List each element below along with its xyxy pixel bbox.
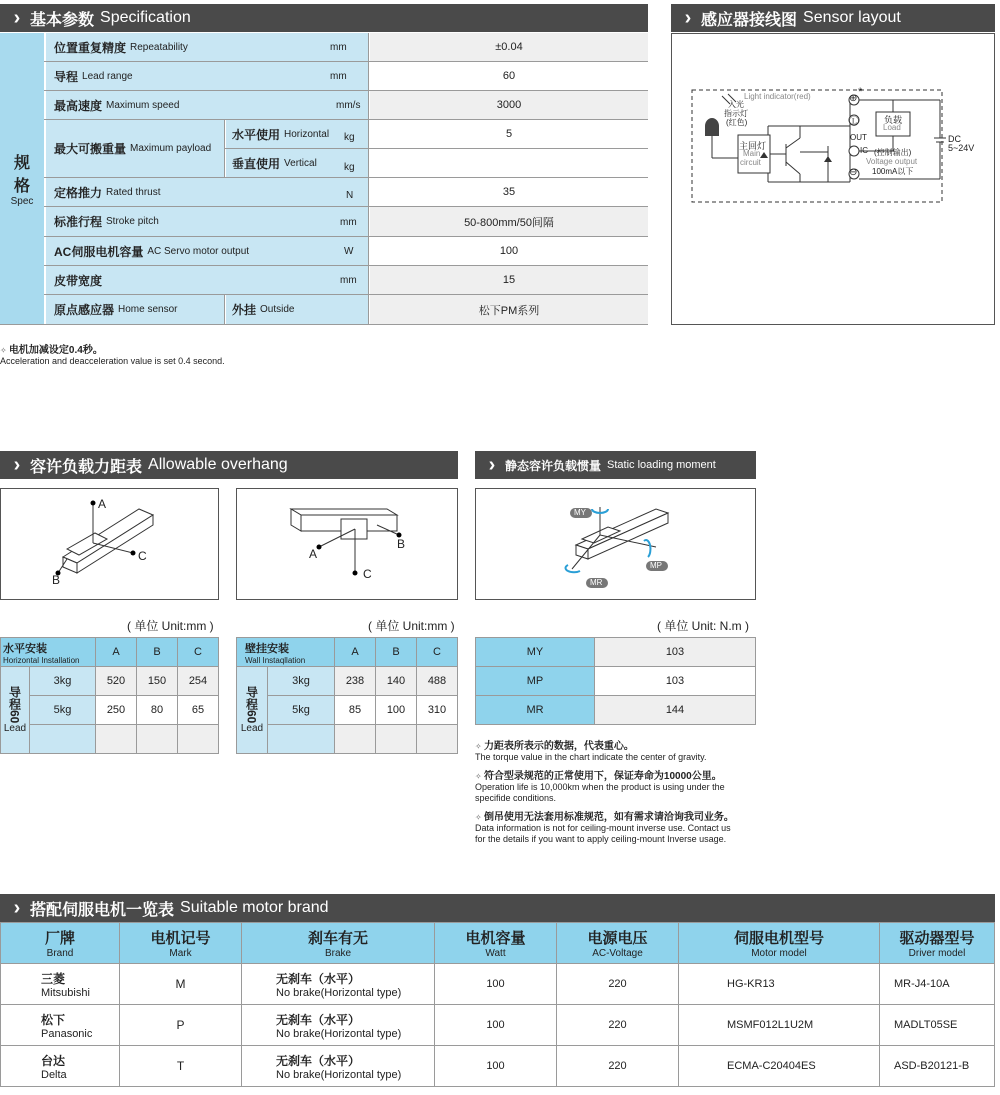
sensor-panel <box>671 33 995 325</box>
header-en: Brake <box>324 948 352 959</box>
header-brake <box>242 923 435 964</box>
brand-zh: 台达 <box>41 1053 66 1068</box>
spec-row-label <box>46 207 368 236</box>
label-zh: AC伺服电机容量 <box>54 244 144 259</box>
value-cell: 150 <box>137 667 178 696</box>
sub-en: Outside <box>260 304 295 315</box>
note-zh: 符合型录规范的正常使用下，保证寿命为10000公里。 <box>483 771 722 782</box>
label-c: C <box>138 549 147 563</box>
watt-cell: 100 <box>435 1046 557 1087</box>
horizontal-diagram <box>0 488 219 600</box>
load-cell: 3kg <box>30 667 96 696</box>
col-c: C <box>178 638 219 667</box>
sub-zh: 外挂 <box>232 303 257 317</box>
value-cell: 65 <box>178 696 219 725</box>
head-en: Wall Instaqllation <box>245 655 306 665</box>
load-zh: 负载 <box>884 115 903 125</box>
motor-table <box>0 922 995 1087</box>
spec-side-zh2: 格 <box>13 178 30 195</box>
spec-row-value: 15 <box>370 266 648 294</box>
overhang-title-en: Allowable overhang <box>148 456 288 473</box>
label-a: A <box>309 547 318 561</box>
moment-notes <box>475 741 765 845</box>
star-mark: * <box>858 86 863 98</box>
load-cell: 5kg <box>268 696 335 725</box>
motor-title-en: Suitable motor brand <box>180 899 329 916</box>
load-cell <box>268 725 335 754</box>
motor-row <box>1 1046 995 1087</box>
indicator-zh2: 指示灯 <box>724 109 748 118</box>
main-circuit-en2: circuit <box>740 158 761 167</box>
head-zh: 壁挂安装 <box>245 642 289 655</box>
spec-row-unit <box>330 33 366 61</box>
moment-table <box>475 637 756 725</box>
value-cell: 250 <box>96 696 137 725</box>
out-label: OUT <box>850 133 867 142</box>
spec-row-unit <box>340 266 364 294</box>
label-zh: 定格推力 <box>54 185 103 200</box>
label-en: Stroke pitch <box>106 216 159 227</box>
lead-cell <box>237 667 268 754</box>
spec-row-unit <box>340 208 364 237</box>
header-voltage <box>557 923 679 964</box>
table-head <box>1 638 96 667</box>
header-brand <box>1 923 120 964</box>
load-cell: 5kg <box>30 696 96 725</box>
brake-zh: 无刹车（水平） <box>276 1012 361 1027</box>
brake-cell <box>242 1046 435 1087</box>
indicator-zh3: (红色) <box>726 118 748 127</box>
moment-value: 103 <box>595 638 756 667</box>
label-a: A <box>98 497 107 511</box>
spec-sub-label <box>226 295 368 324</box>
spec-row-label <box>46 266 368 294</box>
chevron-right-icon: › <box>13 453 21 476</box>
brand-en: Mitsubishi <box>41 986 90 999</box>
spec-row-value: 5 <box>370 120 648 148</box>
label-en: Repeatability <box>130 41 188 53</box>
chevron-right-icon: › <box>684 6 692 29</box>
load-cell: 3kg <box>268 667 335 696</box>
value-cell: 254 <box>178 667 219 696</box>
chevron-right-icon: › <box>13 6 21 29</box>
dc-range: 5~24V <box>948 143 975 153</box>
header-watt <box>435 923 557 964</box>
driver-model-cell: MR-J4-10A <box>880 964 995 1005</box>
note-en: specifide conditions. <box>475 793 557 803</box>
brake-zh: 无刹车（水平） <box>276 971 361 986</box>
label-en: AC Servo motor output <box>147 245 250 257</box>
unit: mm <box>330 41 347 53</box>
label-zh: 皮带宽度 <box>54 273 103 288</box>
sensor-header <box>671 4 995 32</box>
unit: mm/s <box>336 99 361 111</box>
label-en: Home sensor <box>118 304 178 315</box>
label-zh: 最大可搬重量 <box>54 142 127 156</box>
load-cell <box>30 725 96 754</box>
spec-row-unit <box>346 181 366 209</box>
spec-row-value: 50-800mm/50间隔 <box>370 207 648 236</box>
label-en: Maximum speed <box>106 99 180 111</box>
spec-row-value: 60 <box>370 62 648 90</box>
overhang-title-zh: 容许负载力距表 <box>30 458 143 476</box>
motor-row <box>1 964 995 1005</box>
value-cell: 310 <box>417 696 458 725</box>
brake-cell <box>242 1005 435 1046</box>
lead-cell <box>1 667 30 754</box>
header-zh: 驱动器型号 <box>899 930 975 947</box>
moment-value: 103 <box>595 667 756 696</box>
chevron-right-icon: › <box>13 896 21 919</box>
header-motor-model <box>679 923 880 964</box>
mark-cell: T <box>120 1046 242 1087</box>
spec-row-label <box>46 120 224 177</box>
mp-badge: MP <box>650 561 662 570</box>
value-cell: 520 <box>96 667 137 696</box>
sub-en: Vertical <box>284 157 317 169</box>
sub-zh: 水平使用 <box>232 127 281 142</box>
value-cell: 85 <box>335 696 376 725</box>
plus-terminal: ⊕ <box>849 93 858 104</box>
brand-cell <box>1 1046 120 1087</box>
brake-en: No brake(Horizontal type) <box>276 1027 402 1040</box>
moment-header <box>475 451 756 479</box>
brand-en: Panasonic <box>41 1027 93 1040</box>
header-zh: 伺服电机型号 <box>733 930 824 947</box>
spec-row-unit <box>336 91 372 119</box>
spec-row-label <box>46 237 368 265</box>
overhang-header <box>0 451 458 479</box>
watt-cell: 100 <box>435 1005 557 1046</box>
spec-side-zh1: 规 <box>13 155 30 172</box>
spec-row-value: 35 <box>370 178 648 206</box>
sensor-wiring-diagram <box>672 34 994 324</box>
wall-diagram <box>236 488 458 600</box>
col-a: A <box>335 638 376 667</box>
brand-zh: 松下 <box>41 1012 66 1027</box>
label-zh: 原点感应器 <box>54 303 115 317</box>
moment-value: 144 <box>595 696 756 725</box>
mark-cell: P <box>120 1005 242 1046</box>
brand-cell <box>1 964 120 1005</box>
note-en: for the details if you want to apply ceiling-mount Inverse usage. <box>475 834 727 844</box>
moment-unit: ( 单位 Unit: N.m ) <box>657 619 749 633</box>
spec-row-unit <box>330 62 366 90</box>
value-cell <box>178 725 219 754</box>
note-en: Acceleration and deacceleration value is set 0.4 second. <box>0 356 225 366</box>
note-en: The torque value in the chart indicate the center of gravity. <box>475 752 707 762</box>
moment-name: MR <box>476 696 595 725</box>
spec-row-unit <box>344 123 364 151</box>
motor-row <box>1 1005 995 1046</box>
spec-row-label <box>46 295 224 324</box>
unit: mm <box>330 70 347 82</box>
note-zh: 倒吊使用无法套用标准规范，如有需求请洽询我司业务。 <box>483 812 734 823</box>
chevron-right-icon: › <box>488 453 496 476</box>
sensor-title-en: Sensor layout <box>803 9 901 26</box>
lead-en: Lead <box>240 723 264 735</box>
brake-cell <box>242 964 435 1005</box>
watt-cell: 100 <box>435 964 557 1005</box>
brand-zh: 三菱 <box>41 971 66 986</box>
header-en: Driver model <box>908 948 966 959</box>
motor-model-cell: MSMF012L1U2M <box>679 1005 880 1046</box>
my-badge: MY <box>574 508 586 517</box>
driver-model-cell: ASD-B20121-B <box>880 1046 995 1087</box>
moment-note: ✧ 倒吊使用无法套用标准规范，如有需求请洽询我司业务。 Data information is not for ceiling-mount inverse use. Contact us for the details if you want to apply ceiling-mount Inverse usage. <box>475 812 765 845</box>
label-zh: 最高速度 <box>54 98 103 113</box>
spec-side-en: Spec <box>10 196 34 207</box>
value-cell <box>376 725 417 754</box>
value-cell <box>137 725 178 754</box>
spec-row-value: 松下PM系列 <box>370 295 648 324</box>
head-en: Horizontal Installation <box>3 655 80 665</box>
unit: W <box>344 245 354 257</box>
moment-title-zh: 静态容许负载惯量 <box>505 458 602 473</box>
current-label: 100mA以下 <box>872 167 914 176</box>
unit: mm <box>340 274 357 286</box>
value-cell: 140 <box>376 667 417 696</box>
col-b: B <box>137 638 178 667</box>
header-en: Motor model <box>751 948 807 959</box>
spec-row-label <box>46 33 368 61</box>
spec-row-value: ±0.04 <box>370 33 648 61</box>
brake-en: No brake(Horizontal type) <box>276 1068 402 1081</box>
motor-model-cell: ECMA-C20404ES <box>679 1046 880 1087</box>
motor-title-zh: 搭配伺服电机一览表 <box>30 901 175 919</box>
unit: kg <box>344 161 355 173</box>
col-c: C <box>417 638 458 667</box>
ic-label: IC <box>860 146 868 155</box>
load-en: Load <box>883 123 901 132</box>
lead-en: Lead <box>3 723 27 735</box>
label-en: Rated thrust <box>106 186 161 198</box>
ctrl-output-zh: (控制输出) <box>874 148 912 157</box>
driver-model-cell: MADLT05SE <box>880 1005 995 1046</box>
motor-model-cell: HG-KR13 <box>679 964 880 1005</box>
note-en: Data information is not for ceiling-mount inverse use. Contact us <box>475 823 731 833</box>
label-b: B <box>52 573 61 587</box>
unit: N <box>346 189 354 201</box>
spec-row-value: 3000 <box>370 91 648 119</box>
voltage-cell: 220 <box>557 1005 679 1046</box>
value-cell: 488 <box>417 667 458 696</box>
main-circuit-en1: Main <box>743 149 761 158</box>
col-b: B <box>376 638 417 667</box>
header-zh: 刹车有无 <box>307 930 368 947</box>
spec-row-value: 100 <box>370 237 648 265</box>
sub-zh: 垂直使用 <box>232 156 281 171</box>
wall-installation-table <box>236 637 458 754</box>
spec-row-value <box>370 149 648 177</box>
overhang-unit-right: ( 单位 Unit:mm ) <box>368 619 455 633</box>
value-cell <box>417 725 458 754</box>
label-zh: 位置重复精度 <box>54 40 127 55</box>
spec-header <box>0 4 648 32</box>
sensor-title-zh: 感应器接线图 <box>701 11 798 29</box>
label-zh: 导程 <box>54 69 79 84</box>
moment-diagram <box>475 488 756 600</box>
moment-name: MY <box>476 638 595 667</box>
header-zh: 厂牌 <box>44 930 75 947</box>
minus-terminal: ⊖ <box>849 167 858 178</box>
unit: mm <box>340 217 357 228</box>
label-en: Lead range <box>82 70 133 82</box>
header-en: Watt <box>485 948 506 959</box>
voltage-cell: 220 <box>557 1046 679 1087</box>
value-cell: 80 <box>137 696 178 725</box>
header-en: Mark <box>169 948 192 959</box>
spec-row-unit <box>344 237 364 265</box>
mr-badge: MR <box>590 578 603 587</box>
indicator-zh1: 入光 <box>728 100 744 109</box>
moment-title-en: Static loading moment <box>607 459 716 471</box>
mark-cell: M <box>120 964 242 1005</box>
lead-zh: 导程60 <box>7 685 22 724</box>
l-terminal: Ⓛ <box>849 117 859 128</box>
header-zh: 电源电压 <box>587 930 648 947</box>
value-cell <box>96 725 137 754</box>
header-zh: 电机容量 <box>465 930 526 947</box>
label-c: C <box>363 567 372 581</box>
header-en: Brand <box>46 948 74 959</box>
lead-zh: 导程60 <box>244 685 259 724</box>
label-b: B <box>397 537 406 551</box>
spec-row-label <box>46 178 368 206</box>
light-indicator-label: Light indicator(red) <box>744 92 811 101</box>
voltage-output: Voltage output <box>866 157 918 166</box>
motor-header <box>0 894 995 922</box>
value-cell: 238 <box>335 667 376 696</box>
table-head <box>237 638 335 667</box>
note-zh: 力距表所表示的数据，代表重心。 <box>483 741 634 752</box>
overhang-unit-left: ( 单位 Unit:mm ) <box>127 619 214 633</box>
header-zh: 电机记号 <box>150 930 211 947</box>
header-mark <box>120 923 242 964</box>
moment-name: MP <box>476 667 595 696</box>
moment-note: ✧ 符合型录规范的正常使用下，保证寿命为10000公里。 Operation life is 10,000km when the product is using under the specifide conditions. <box>475 771 765 804</box>
dc-label: DC <box>948 134 961 144</box>
note-zh: 电机加减设定0.4秒。 <box>8 345 103 356</box>
spec-title-en: Specification <box>100 9 191 26</box>
note-en: Operation life is 10,000km when the product is using under the <box>475 782 725 792</box>
spec-row-label <box>46 91 368 119</box>
main-circuit-zh: 主回灯 <box>739 141 767 151</box>
brand-en: Delta <box>41 1068 67 1081</box>
value-cell <box>335 725 376 754</box>
col-a: A <box>96 638 137 667</box>
spec-row-label <box>46 62 368 90</box>
spec-side-label <box>0 33 44 324</box>
header-en: AC-Voltage <box>592 948 643 959</box>
value-cell: 100 <box>376 696 417 725</box>
moment-note: ✧ 力距表所表示的数据，代表重心。 The torque value in the chart indicate the center of gravity. <box>475 741 765 763</box>
brand-cell <box>1 1005 120 1046</box>
head-zh: 水平安装 <box>3 642 47 655</box>
label-en: Maximum payload <box>130 143 212 154</box>
header-driver-model <box>880 923 995 964</box>
voltage-cell: 220 <box>557 964 679 1005</box>
sub-en: Horizontal <box>284 128 330 140</box>
brake-en: No brake(Horizontal type) <box>276 986 402 999</box>
horizontal-installation-table <box>0 637 219 754</box>
label-zh: 标准行程 <box>54 215 103 229</box>
brake-zh: 无刹车（水平） <box>276 1053 361 1068</box>
spec-note: ✧ 电机加减设定0.4秒。 Acceleration and deacceleration value is set 0.4 second. <box>0 345 225 366</box>
unit: kg <box>344 131 355 143</box>
spec-title-zh: 基本参数 <box>30 11 95 29</box>
